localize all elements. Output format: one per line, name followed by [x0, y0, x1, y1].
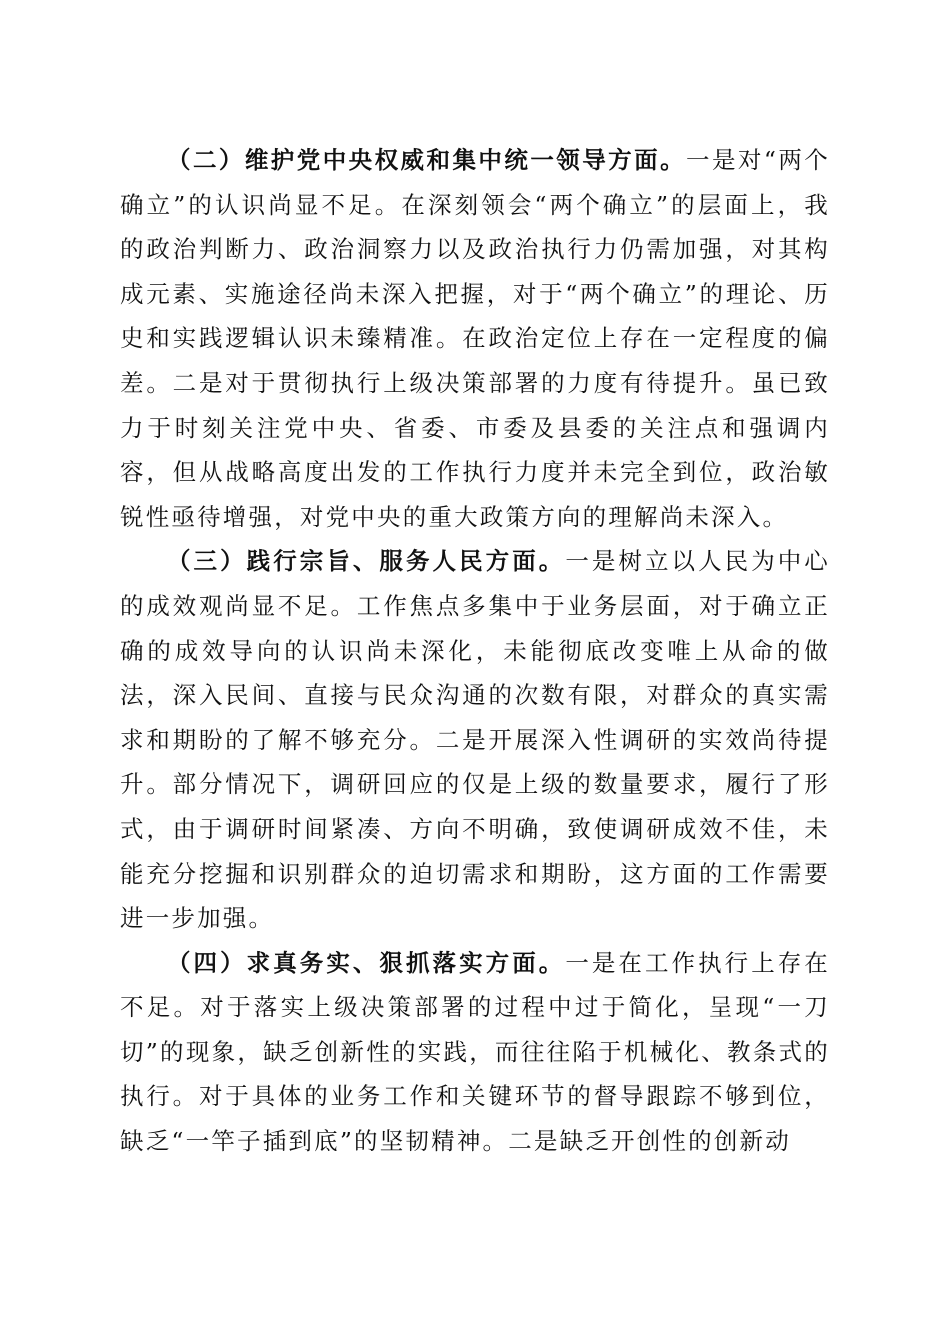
- paragraph-serving-the-people: [120, 539, 830, 940]
- paragraph-pragmatic-implementation: [120, 941, 830, 1164]
- paragraph-text: 一是在工作执行上存在不足。对于落实上级决策部署的过程中过于简化，呈现“一刀切”的现象，缺乏创新性的实践，而往往陷于机械化、教条式的执行。对于具体的业务工作和关键环节的督导跟踪不够到位，缺乏“一竿子插到底”的坚韧精神。二是缺乏开创性的创新动: [120, 948, 830, 1156]
- paragraph-party-central-authority: [120, 138, 830, 539]
- paragraph-heading: （四）求真务实、狠抓落实方面。: [167, 948, 566, 977]
- paragraph-text: 一是对“两个确立”的认识尚显不足。在深刻领会“两个确立”的层面上，我的政治判断力、政治洞察力以及政治执行力仍需加强，对其构成元素、实施途径尚未深入把握，对于“两个确立”的理论、历史和实践逻辑认识未臻精准。在政治定位上存在一定程度的偏差。二是对于贯彻执行上级决策部署的力度有待提升。虽已致力于时刻关注党中央、省委、市委及县委的关注点和强调内容，但从战略高度出发的工作执行力度并未完全到位，政治敏锐性亟待增强，对党中央的重大政策方向的理解尚未深入。: [120, 146, 831, 531]
- document-body: [120, 138, 830, 1164]
- paragraph-heading: （二）维护党中央权威和集中统一领导方面。: [167, 146, 687, 174]
- paragraph-heading: （三）践行宗旨、服务人民方面。: [167, 547, 566, 576]
- paragraph-text: 一是树立以人民为中心的成效观尚显不足。工作焦点多集中于业务层面，对于确立正确的成效导向的认识尚未深化，未能彻底改变唯上从命的做法，深入民间、直接与民众沟通的次数有限，对群众的真实需求和期盼的了解不够充分。二是开展深入性调研的实效尚待提升。部分情况下，调研回应的仅是上级的数量要求，履行了形式，由于调研时间紧凑、方向不明确，致使调研成效不佳，未能充分挖掘和识别群众的迫切需求和期盼，这方面的工作需要进一步加强。: [120, 547, 830, 933]
